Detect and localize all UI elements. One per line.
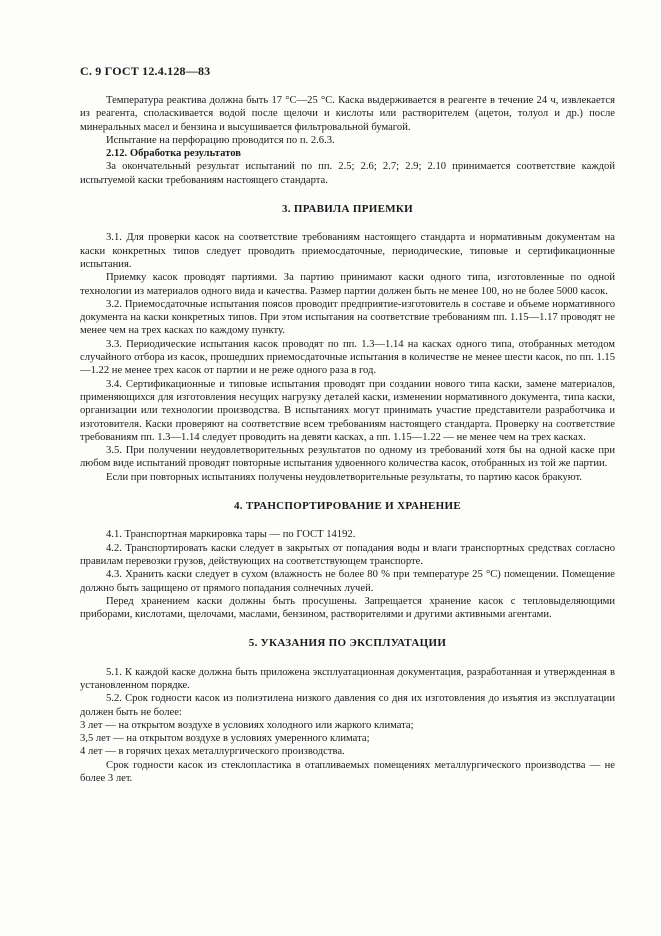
paragraph: 4.3. Хранить каски следует в сухом (влажность не более 80 % при температуре 25 °С) помещении. Помещение должно быть защищено от прямого попадания солнечных лучей.	[80, 569, 615, 594]
paragraph: 3.3. Периодические испытания касок проводят по пп. 1.3—1.14 на касках одного типа, отобранных методом случайного отбора из касок, прошедших приемосдаточные испытания в количестве не менее шести касок, по пп. 1.15—1.22 не менее трех касок от партии и не реже одного раза в год.	[80, 338, 615, 377]
page-header: С. 9 ГОСТ 12.4.128—83	[80, 64, 211, 78]
paragraph: За окончательный результат испытаний по пп. 2.5; 2.6; 2.7; 2.9; 2.10 принимается соответствие каждой испытуемой каски требованиям настоящего стандарта.	[80, 161, 615, 186]
paragraph: Перед хранением каски должны быть просушены. Запрещается хранение касок с тепловыделяющими приборами, кислотами, щелочами, маслами, бензином, растворителями и другими активными агентами.	[80, 595, 615, 621]
paragraph: Испытание на перфорацию проводится по п. 2.6.3.	[106, 134, 335, 146]
paragraph: Срок годности касок из стеклопластика в отапливаемых помещениях металлургического производства — не более 3 лет.	[80, 759, 615, 785]
list-item: 4 лет — в горячих цехах металлургического производства.	[80, 746, 345, 758]
paragraph: 4.2. Транспортировать каски следует в закрытых от попадания воды и влаги транспортных средствах согласно правилам перевозки грузов, действующих на соответствующем транспорте.	[80, 542, 615, 567]
paragraph: 5.1. К каждой каске должна быть приложена эксплуатационная документация, разработанная и утвержденная в установленном порядке.	[80, 666, 615, 691]
shelf-life-list	[80, 719, 615, 759]
paragraph: 3.5. При получении неудовлетворительных результатов по одному из требований хотя бы на одной каске при любом виде испытаний проводят повторные испытания удвоенного количества касок, отобранных из той же партии.	[80, 445, 615, 470]
subsection-number: 2.12.	[106, 148, 128, 160]
section-title: 4. ТРАНСПОРТИРОВАНИЕ И ХРАНЕНИЕ	[233, 500, 462, 513]
document-body	[80, 94, 615, 785]
paragraph: Температура реактива должна быть 17 °С—25 °С. Каска выдерживается в реагенте в течение 24 ч, извлекается из реагента, споласкивается водой после щелочи и кислоты или растворителем (ацетон, толуол и др.) после минеральных масел и бензина и высушивается фильтровальной бумагой.	[80, 95, 615, 133]
list-item: 3 лет — на открытом воздухе в условиях холодного или жаркого климата;	[80, 719, 414, 731]
subsection-heading	[80, 147, 615, 160]
section-title: 3. ПРАВИЛА ПРИЕМКИ	[281, 203, 414, 216]
paragraph: 5.2. Срок годности касок из полиэтилена низкого давления со дня их изготовления до изъятия из эксплуатации должен быть не более:	[80, 693, 615, 718]
paragraph: 3.1. Для проверки касок на соответствие требованиям настоящего стандарта и нормативным документам на каски конкретных типов следует проводить приемосдаточные, периодические, типовые и сертификационные испытания.	[80, 232, 615, 270]
paragraph: 3.2. Приемосдаточные испытания поясов проводит предприятие-изготовитель в составе и объеме нормативного документа на каски конкретных типов. При этом испытания на соответствие требованиям пп. 1.15—1.17 проводят не менее чем на трех касках по каждому пункту.	[80, 298, 615, 337]
paragraph: 3.4. Сертификационные и типовые испытания проводят при создании нового типа каски, замене материалов, применяющихся для изготовления несущих нагрузку деталей каски, изменении нормативного документа, типа каски, организации или технологии производства. В испытаниях могут принимать участие представители разработчика и изготовителя. Каски проверяют на соответствие всем требованиям настоящего стандарта. Проверку на соответствие требованиям пп. 1.3—1.14 следует проводить на девяти касках, а пп. 1.15—1.22 — не менее чем на трех касках.	[80, 378, 615, 443]
paragraph: Приемку касок проводят партиями. За партию принимают каски одного типа, изготовленные по одной технологии из материалов одного вида и качества. Размер партии должен быть не менее 100, но не более 5000 касок.	[80, 272, 615, 297]
paragraph: Если при повторных испытаниях получены неудовлетворительные результаты, то партию касок бракуют.	[106, 471, 583, 483]
list-item: 3,5 лет — на открытом воздухе в условиях умеренного климата;	[80, 733, 370, 745]
section-title: 5. УКАЗАНИЯ ПО ЭКСПЛУАТАЦИИ	[248, 637, 447, 650]
subsection-title: Обработка результатов	[129, 148, 241, 160]
paragraph: 4.1. Транспортная маркировка тары — по ГОСТ 14192.	[106, 529, 356, 541]
